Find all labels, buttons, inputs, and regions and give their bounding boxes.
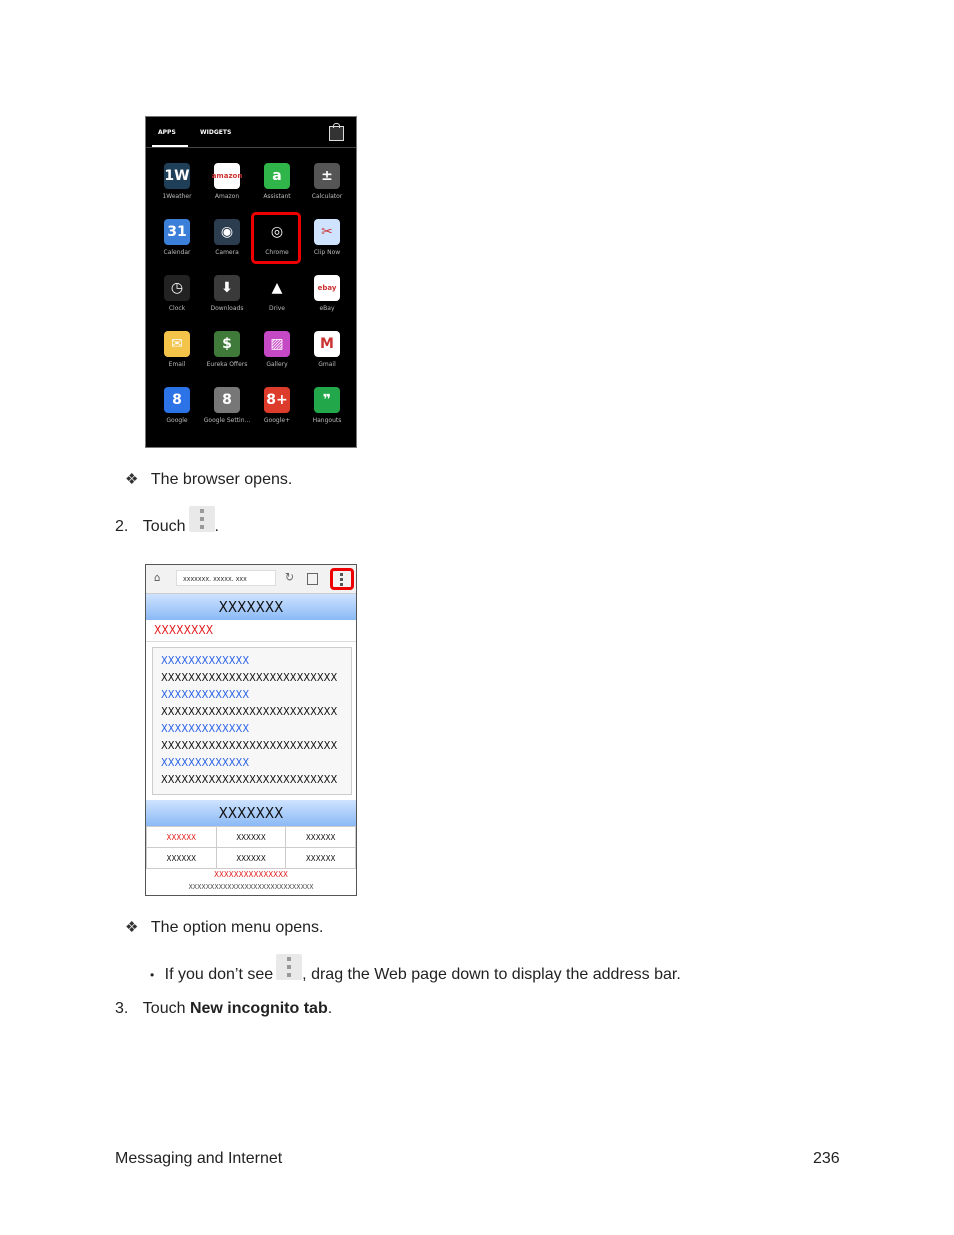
app-hangouts[interactable] [302,383,352,439]
body-text: XXXXXXXXXXXXXXXXXXXXXXXXXX [161,705,338,718]
app-label: Amazon [214,193,240,200]
app-label: Gallery [266,361,288,368]
app-clock[interactable] [152,271,202,327]
step-text: Touch [142,518,186,535]
google-settings-icon: 8 [214,387,240,413]
tab-divider [146,147,356,148]
app-eureka-offers[interactable] [202,327,252,383]
app-calendar[interactable] [152,215,202,271]
link-table [146,826,356,869]
tab-widgets: WIDGETS [200,129,232,136]
home-icon: ⌂ [154,571,161,584]
app-camera[interactable] [202,215,252,271]
table-cell: XXXXXX [216,827,286,848]
app-label: eBay [319,305,335,312]
app-label: Eureka Offers [206,361,248,368]
app-gmail[interactable] [302,327,352,383]
eureka-offers-icon: $ [214,331,240,357]
app-label: Assistant [263,193,291,200]
menu-icon [189,506,215,532]
app-email[interactable] [152,327,202,383]
app-google-plus[interactable] [252,383,302,439]
amazon-icon: amazon [214,163,240,189]
app-label: Downloads [210,305,244,312]
step-period: . [327,1000,333,1017]
camera-icon: ◉ [214,219,240,245]
app-label: Gmail [318,361,336,368]
app-label: Chrome [265,249,289,256]
hangouts-icon: ❞ [314,387,340,413]
app-assistant[interactable] [252,159,302,215]
app-drawer-screenshot [145,116,357,448]
reload-icon: ↻ [285,570,295,584]
app-label: Clock [168,305,186,312]
url-field: xxxxxxx. xxxxx. xxx [176,570,276,586]
app-calculator[interactable] [302,159,352,215]
table-cell: XXXXXX [147,848,217,869]
calendar-icon: 31 [164,219,190,245]
table-row [147,827,356,848]
content-card [152,647,352,795]
diamond-bullet-icon: ❖ [125,471,139,488]
app-label: Calendar [163,249,191,256]
app-label: Hangouts [312,417,342,424]
footer-red-text: XXXXXXXXXXXXXXX [214,870,288,879]
table-cell: XXXXXX [286,827,356,848]
result-option-menu [125,918,323,937]
assistant-icon: a [264,163,290,189]
table-cell: XXXXXX [286,848,356,869]
app-amazon[interactable] [202,159,252,215]
weather-icon: 1W [164,163,190,189]
app-label: Email [168,361,186,368]
tab-apps: APPS [158,129,176,136]
page-number: 236 [813,1150,840,1167]
chrome-icon: ◎ [264,219,290,245]
app-drive[interactable] [252,271,302,327]
app-label: Google [166,417,188,424]
step-2 [115,508,219,538]
tabs-icon [307,573,318,585]
section-band: XXXXXXX [146,800,356,826]
body-text: XXXXXXXXXXXXXXXXXXXXXXXXXX [161,773,338,786]
app-label: Drive [269,305,285,312]
result-browser-opens [125,470,292,489]
app-google-settings[interactable] [202,383,252,439]
tip-bullet [150,956,681,986]
red-heading: XXXXXXXX [154,623,214,637]
link-text: XXXXXXXXXXXXX [161,688,250,701]
bullet-dot: • [150,968,155,982]
result-text: The browser opens. [150,471,293,488]
body-text: XXXXXXXXXXXXXXXXXXXXXXXXXX [161,739,338,752]
table-cell: XXXXXX [147,827,217,848]
page-header-band: XXXXXXX [146,594,356,620]
menu-icon [276,954,302,980]
step-number: 3. [115,1000,129,1017]
step-number: 2. [115,518,129,535]
body-text: XXXXXXXXXXXXXXXXXXXXXXXXXX [161,671,338,684]
app-label: 1Weather [162,193,192,200]
table-row [147,848,356,869]
menu-button-highlight [330,568,354,590]
link-text: XXXXXXXXXXXXX [161,722,250,735]
play-store-icon [329,126,344,141]
app-google[interactable] [152,383,202,439]
app-weather[interactable] [152,159,202,215]
app-gallery[interactable] [252,327,302,383]
result-text: The option menu opens. [150,919,324,936]
chrome-highlight [251,212,301,264]
link-text: XXXXXXXXXXXXX [161,756,250,769]
diamond-bullet-icon: ❖ [125,919,139,936]
app-clip-now[interactable] [302,215,352,271]
tip-text-before: If you don’t see [164,966,274,983]
google-plus-icon: 8+ [264,387,290,413]
app-ebay[interactable] [302,271,352,327]
tip-text-after: , drag the Web page down to display the address bar. [302,966,681,983]
browser-screenshot [145,564,357,896]
app-label: Google Settin... [203,417,251,424]
step-text: Touch [142,1000,186,1017]
downloads-icon: ⬇ [214,275,240,301]
ebay-icon: ebay [314,275,340,301]
footer-section: Messaging and Internet [115,1150,283,1167]
step-period: . [214,518,219,535]
step-3 [115,1000,332,1018]
app-label: Camera [215,249,239,256]
clock-icon: ◷ [164,275,190,301]
table-cell: XXXXXX [216,848,286,869]
app-label: Calculator [311,193,343,200]
drawer-tabs [146,117,356,148]
clip-now-icon: ✂ [314,219,340,245]
google-icon: 8 [164,387,190,413]
drive-icon: ▲ [264,275,290,301]
step-target-label: New incognito tab [189,1000,328,1017]
address-bar [146,565,356,594]
calculator-icon: ± [314,163,340,189]
divider [146,641,356,642]
gallery-icon: ▨ [264,331,290,357]
email-icon: ✉ [164,331,190,357]
link-text: XXXXXXXXXXXXX [161,654,250,667]
footer-black-text: XXXXXXXXXXXXXXXXXXXXXXXXXXXXX [188,883,314,891]
app-label: Google+ [263,417,291,424]
app-downloads[interactable] [202,271,252,327]
gmail-icon: M [314,331,340,357]
app-label: Clip Now [313,249,341,256]
